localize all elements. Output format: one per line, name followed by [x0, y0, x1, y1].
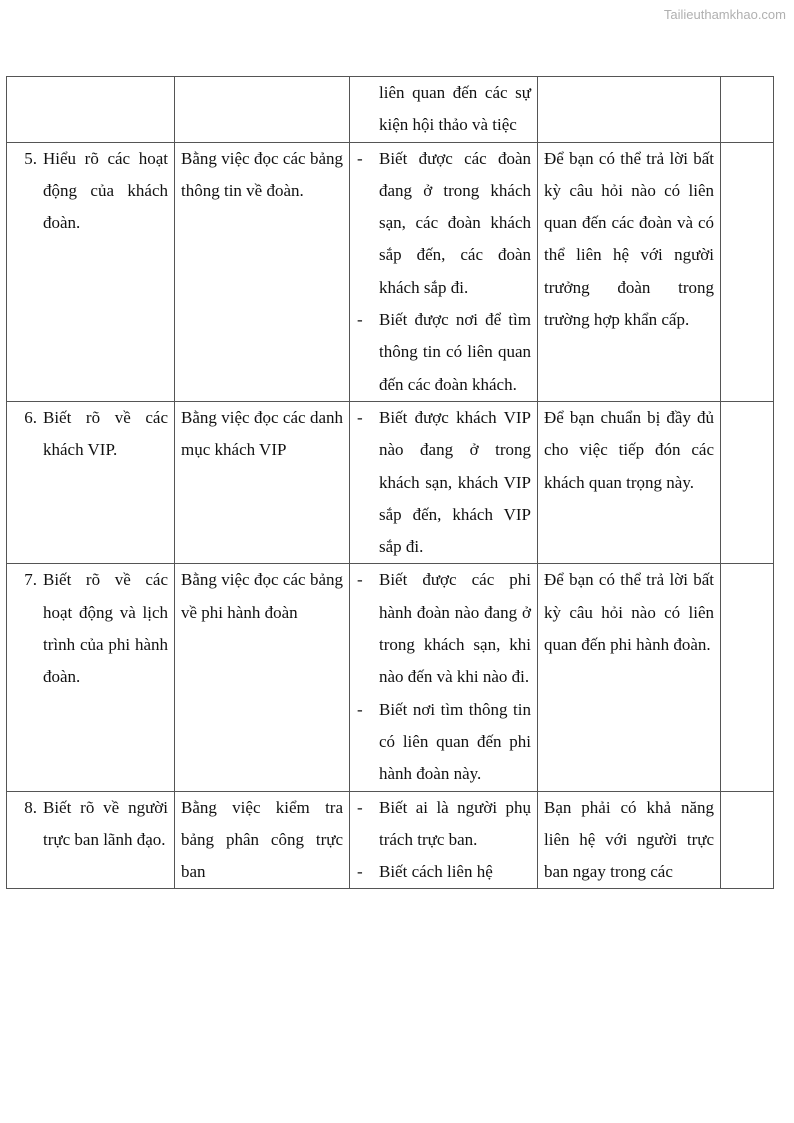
result-item: [350, 304, 531, 401]
goal-cell: [7, 564, 175, 791]
table-row: [7, 791, 774, 889]
reason-cell: [538, 401, 721, 563]
reason-cell: [538, 142, 721, 401]
method-text: Bằng việc đọc các danh mục khách VIP: [181, 407, 343, 460]
goal-text: Hiểu rõ các hoạt động của khách đoàn.: [43, 148, 168, 233]
goal-text: Biết rõ về các hoạt động và lịch trình của phi hành đoàn.: [43, 570, 168, 687]
dash-bullet: -: [357, 797, 363, 817]
table-row: [7, 77, 774, 143]
row-number: 7.: [24, 570, 37, 590]
results-cell: [350, 564, 538, 791]
result-item: [350, 564, 531, 693]
table-row: [7, 401, 774, 563]
method-cell: [175, 564, 350, 791]
extra-cell: [721, 564, 774, 791]
row-number: 6.: [24, 407, 37, 427]
table-body: [7, 77, 774, 889]
table-row: [7, 142, 774, 401]
results-cell: [350, 77, 538, 143]
result-text: Biết được các phi hành đoàn nào đang ở trong khách sạn, khi nào đến và khi nào đi.: [379, 570, 531, 687]
reason-cell: [538, 77, 721, 143]
result-text: Biết được các đoàn đang ở trong khách sạn, các đoàn khách sắp đến, các đoàn khách sắp đi.: [379, 148, 531, 297]
goal-text: Biết rõ về người trực ban lãnh đạo.: [43, 797, 168, 849]
result-text: Biết được nơi để tìm thông tin có liên quan đến các đoàn khách.: [379, 310, 531, 394]
goal-cell: [7, 791, 175, 889]
result-text: Biết cách liên hệ: [379, 862, 493, 882]
row-number: 8.: [24, 797, 37, 817]
dash-bullet: -: [357, 148, 363, 168]
method-cell: [175, 401, 350, 563]
result-item: [350, 694, 531, 791]
result-text: Biết ai là người phụ trách trực ban.: [379, 797, 531, 849]
result-text: Biết nơi tìm thông tin có liên quan đến phi hành đoàn này.: [379, 699, 531, 784]
goal-cell: [7, 401, 175, 563]
goal-cell: [7, 142, 175, 401]
results-cell: [350, 401, 538, 563]
reason-text: Để bạn chuẩn bị đầy đủ cho việc tiếp đón các khách quan trọng này.: [544, 407, 714, 492]
method-text: Bằng việc kiểm tra bảng phân công trực ban: [181, 797, 343, 882]
dash-bullet: -: [357, 407, 363, 427]
dash-bullet: -: [357, 862, 363, 882]
method-cell: [175, 142, 350, 401]
method-text: Bằng việc đọc các bảng thông tin về đoàn.: [181, 148, 343, 200]
result-text: liên quan đến các sự kiện hội thảo và tiệc: [379, 83, 531, 135]
method-text: Bằng việc đọc các bảng về phi hành đoàn: [181, 570, 343, 622]
extra-cell: [721, 77, 774, 143]
results-cell: [350, 791, 538, 889]
dash-bullet: -: [357, 570, 363, 590]
reason-text: Để bạn có thể trả lời bất kỳ câu hỏi nào có liên quan đến các đoàn và có thể liên hệ với người trưởng đoàn trong trường hợp khẩn cấp.: [544, 148, 714, 330]
reason-text: Để bạn có thể trả lời bất kỳ câu hỏi nào có liên quan đến phi hành đoàn.: [544, 570, 714, 655]
result-text: Biết được khách VIP nào đang ở trong khách sạn, khách VIP sắp đến, khách VIP sắp đi.: [379, 407, 531, 557]
task-table: [6, 76, 774, 889]
row-number: 5.: [24, 148, 37, 168]
dash-bullet: [350, 77, 379, 142]
dash-bullet: -: [357, 310, 363, 330]
results-cell: [350, 142, 538, 401]
method-cell: [175, 791, 350, 889]
result-item: [350, 77, 531, 142]
extra-cell: [721, 791, 774, 889]
result-item: [350, 792, 531, 857]
dash-bullet: -: [357, 699, 363, 719]
goal-cell: [7, 77, 175, 143]
reason-cell: [538, 564, 721, 791]
reason-cell: [538, 791, 721, 889]
result-item: [350, 856, 531, 888]
extra-cell: [721, 142, 774, 401]
result-item: [350, 402, 531, 563]
method-cell: [175, 77, 350, 143]
reason-text: Bạn phải có khả năng liên hệ với người trực ban ngay trong các: [544, 797, 714, 882]
watermark: Tailieuthamkhao.com: [663, 7, 786, 22]
extra-cell: [721, 401, 774, 563]
goal-text: Biết rõ về các khách VIP.: [43, 407, 168, 460]
result-item: [350, 143, 531, 304]
table-row: [7, 564, 774, 791]
